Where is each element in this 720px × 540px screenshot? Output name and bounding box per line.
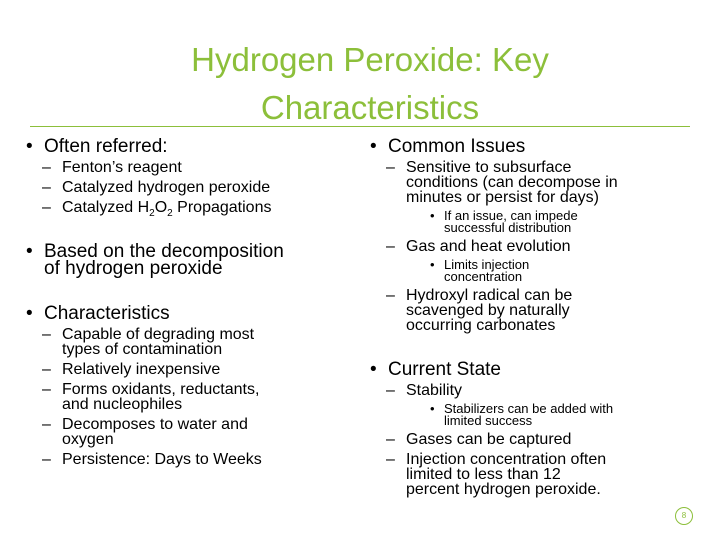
sub-bullet-injection [370,452,690,497]
bullet-based-on [26,243,356,277]
forms-line-1: – Forms oxidants, reductants, [62,381,260,398]
sub-bullet-fentons: – Fenton’s reagent [26,160,356,175]
page-number-badge: 8 [675,507,693,525]
forms-line-2: and nucleophiles [62,396,183,413]
decomposes-line-2: oxygen [62,431,114,448]
sub-bullet-sensitive [370,160,690,205]
sensitive-line-3: minutes or persist for days) [406,189,599,206]
injection-line-2: limited to less than 12 [406,466,561,483]
sub-sub-bullet-stabilizers [370,403,690,427]
sub-sub-bullet-limits [370,259,690,283]
hydroxyl-line-2: scavenged by naturally [406,302,570,319]
limits-line-1: • Limits injection [444,257,530,272]
capable-line-2: types of contamination [62,341,223,358]
hydroxyl-line-3: occurring carbonates [406,317,556,334]
sub-bullet-stability: – Stability [370,383,690,398]
bullet-current-state: • Current State [370,361,690,378]
slide-title-line-2: Characteristics [260,89,480,126]
slide-title [100,36,640,132]
sub-bullet-gases-captured: – Gases can be captured [370,432,690,447]
sensitive-line-2: conditions (can decompose in [406,174,618,191]
sub-bullet-decomposes [26,417,356,447]
based-line-1: • Based on the decomposition [44,241,284,262]
sub-bullet-forms-oxidants [26,382,356,412]
injection-line-1: – Injection concentration often [406,451,607,468]
title-divider [30,126,690,127]
bullet-often-referred: • Often referred: [26,138,356,155]
sub-sub-bullet-impede [370,210,690,234]
chp-sub-1: 2 [149,208,155,220]
sensitive-line-1: – Sensitive to subsurface [406,159,572,176]
bullet-common-issues: • Common Issues [370,138,690,155]
left-column [26,138,356,467]
sub-bullet-persistence: – Persistence: Days to Weeks [26,452,356,467]
impede-line-2: successful distribution [444,220,572,235]
sub-bullet-inexpensive: – Relatively inexpensive [26,362,356,377]
limits-line-2: concentration [444,269,523,284]
stabilizers-line-1: • Stabilizers can be added with [444,401,614,416]
chp-text-2: O [154,199,168,216]
capable-line-1: – Capable of degrading most [62,326,255,343]
chp-sub-2: 2 [167,208,173,220]
injection-line-3: percent hydrogen peroxide. [406,481,601,498]
sub-bullet-hydroxyl [370,288,690,333]
right-column [370,138,690,497]
sub-bullet-capable [26,327,356,357]
slide-title-line-1: Hydrogen Peroxide: Key [191,41,549,78]
sub-bullet-catalyzed: – Catalyzed hydrogen peroxide [26,180,356,195]
decomposes-line-1: – Decomposes to water and [62,416,248,433]
chp-text-3: Propagations [172,199,272,216]
hydroxyl-line-1: – Hydroxyl radical can be [406,287,573,304]
impede-line-1: • If an issue, can impede [444,208,578,223]
stabilizers-line-2: limited success [444,413,533,428]
chp-text-1: Catalyzed H [62,199,150,216]
sub-bullet-chp [26,199,356,220]
based-line-2: of hydrogen peroxide [44,258,223,279]
bullet-characteristics: • Characteristics [26,305,356,322]
sub-bullet-gas-heat: – Gas and heat evolution [370,239,690,254]
